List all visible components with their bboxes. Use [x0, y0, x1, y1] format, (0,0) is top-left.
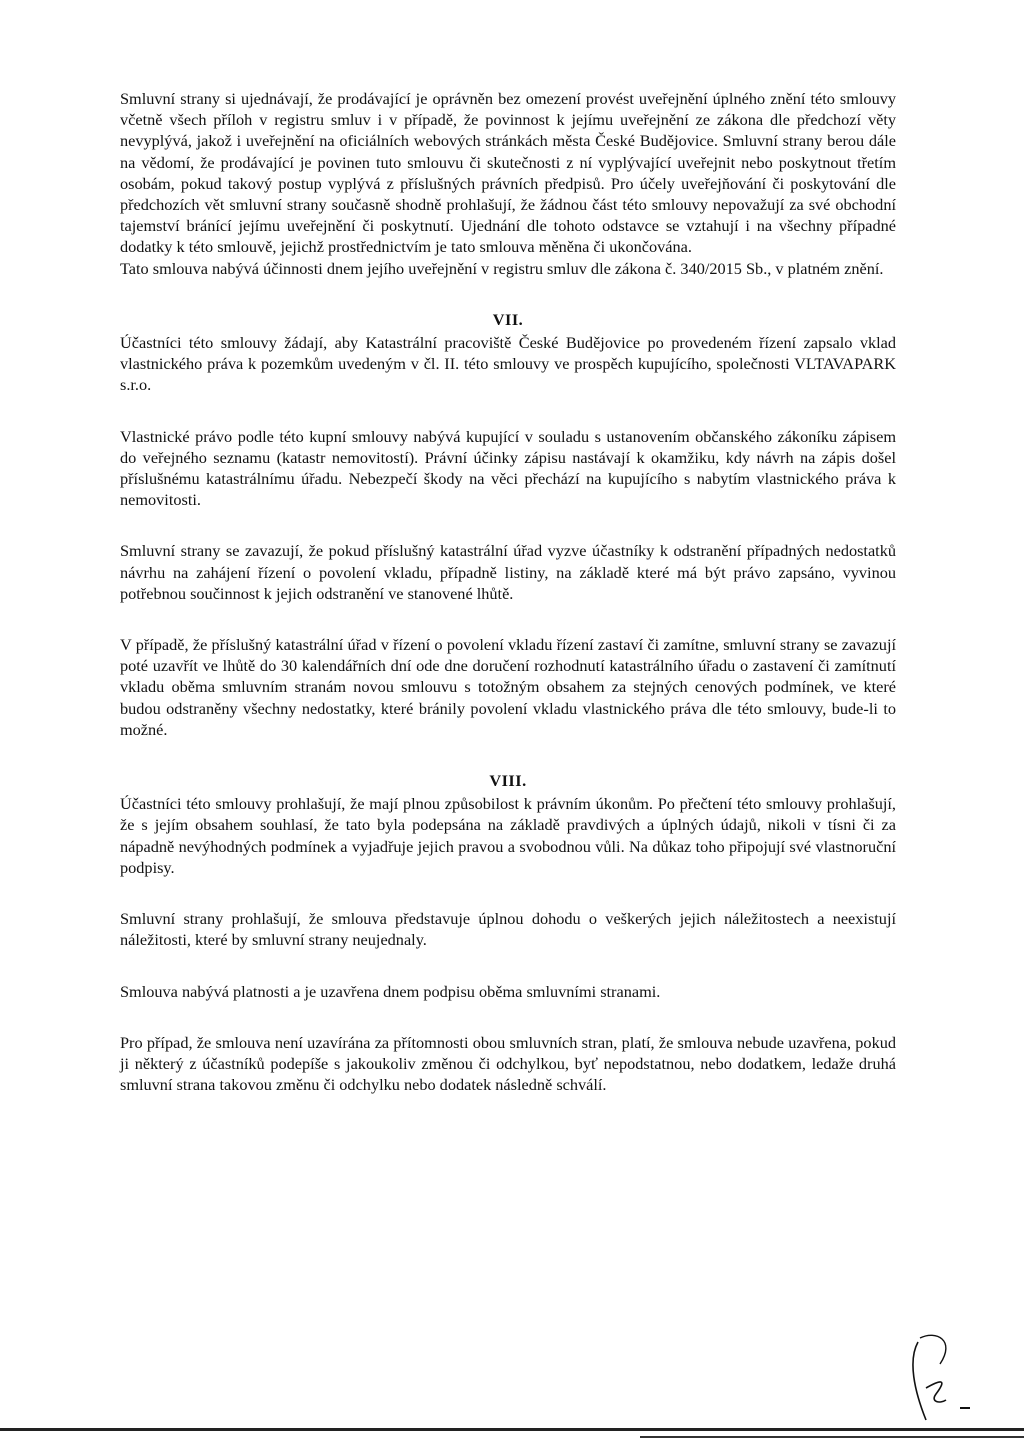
- handwritten-signature: [900, 1330, 980, 1430]
- document-page: [120, 88, 896, 1125]
- section-heading-vii: VII.: [492, 309, 524, 329]
- paragraph-cooperation: Smluvní strany se zavazují, že pokud příslušný katastrální úřad vyzve účastníky k odstranění případných nedostatků návrhu na zahájení řízení o povolení vkladu, případně listiny, na základě které má být právo zapsáno, vyvinou potřebnou součinnost k jejich odstranění ve stanovené lhůtě.: [120, 541, 896, 603]
- page-bottom-edge: [0, 1428, 1024, 1431]
- paragraph-complete-agreement: Smluvní strany prohlašují, že smlouva představuje úplnou dohodu o veškerých jejich náležitostech a neexistují náležitosti, které by smluvní strany neujednaly.: [120, 909, 896, 950]
- page-bottom-edge-shadow: [640, 1436, 1024, 1438]
- paragraph-cadastre-request: Účastníci této smlouvy žádají, aby Katastrální pracoviště České Budějovice po provedeném řízení zapsalo vklad vlastnického práva k pozemkům uvedeným v čl. II. této smlouvy ve prospěch kupujícího, společnosti VLTAVAPARK s.r.o.: [120, 333, 896, 395]
- paragraph-ownership-transfer: Vlastnické právo podle této kupní smlouvy nabývá kupující v souladu s ustanovením občanského zákoníku zápisem do veřejného seznamu (katastr nemovitostí). Právní účinky zápisu nastávají k okamžiku, kdy návrh na zápis došel příslušnému katastrálnímu úřadu. Nebezpečí škody na věci přechází na kupujícího s nabytím vlastnického práva k nemovitosti.: [120, 426, 896, 510]
- paragraph-validity: Smlouva nabývá platnosti a je uzavřena dnem podpisu oběma smluvními stranami.: [120, 981, 661, 1001]
- section-heading-viii: VIII.: [489, 771, 527, 791]
- paragraph-absent-parties: Pro případ, že smlouva není uzavírána za přítomnosti obou smluvních stran, platí, že smlouva nebude uzavřena, pokud ji některý z účastníků podepíše s jakoukoliv změnou či odchylkou, byť nepodstatnou, nebo dodatkem, ledaže druhá smluvní strana takovou změnu či odchylku nebo dodatek následně schválí.: [120, 1032, 896, 1095]
- paragraph-rejection: V případě, že příslušný katastrální úřad v řízení o povolení vkladu řízení zastaví či zamítne, smluvní strany se zavazují poté uzavřít ve lhůtě do 30 kalendářních dní ode dne doručení rozhodnutí katastrálního úřadu o zastavení či zamítnutí vkladu oběma smluvním stranám novou smlouvu s totožným obsahem za stejných cenových podmínek, ve které budou odstraněny všechny nedostatky, které bránily povolení vkladu vlastnického práva dle této smlouvy, bude-li to možné.: [120, 635, 896, 739]
- paragraph-capacity: Účastníci této smlouvy prohlašují, že mají plnou způsobilost k právním úkonům. Po přečtení této smlouvy prohlašují, že s jejím obsahem souhlasí, že tato byla podepsána na základě pravdivých a úplných údajů, nikoli v tísni či za nápadně nevýhodných podmínek a vyjadřuje jejich pravou a svobodnou vůli. Na důkaz toho připojují své vlastnoruční podpisy.: [120, 794, 896, 877]
- paragraph-effectiveness: Tato smlouva nabývá účinnosti dnem jejího uveřejnění v registru smluv dle zákona č. 340/2015 Sb., v platném znění.: [120, 258, 884, 278]
- paragraph-publication: Smluvní strany si ujednávají, že prodávající je oprávněn bez omezení provést uveřejnění úplného znění této smlouvy včetně všech příloh v registru smluv i v případě, že povinnost k jejímu uveřejnění ze zákona dle předchozí věty nevyplývá, jakož i uveřejnění na oficiálních webových stránkách města České Budějovice. Smluvní strany berou dále na vědomí, že prodávající je povinen tuto smlouvu či skutečnosti z ní vyplývající uveřejnit nebo poskytnout třetím osobám, pokud takový postup vyplývá z příslušných právních předpisů. Pro účely uveřejňování či poskytování dle předchozích vět smluvní strany současně shodně prohlašují, že žádnou část této smlouvy nepovažují za své obchodní tajemství bránící jejímu uveřejnění či poskytnutí. Ujednání dle tohoto odstavce se vztahují i na všechny případné dodatky k této smlouvě, jejichž prostřednictvím je tato smlouva měněna či ukončována.: [120, 89, 896, 257]
